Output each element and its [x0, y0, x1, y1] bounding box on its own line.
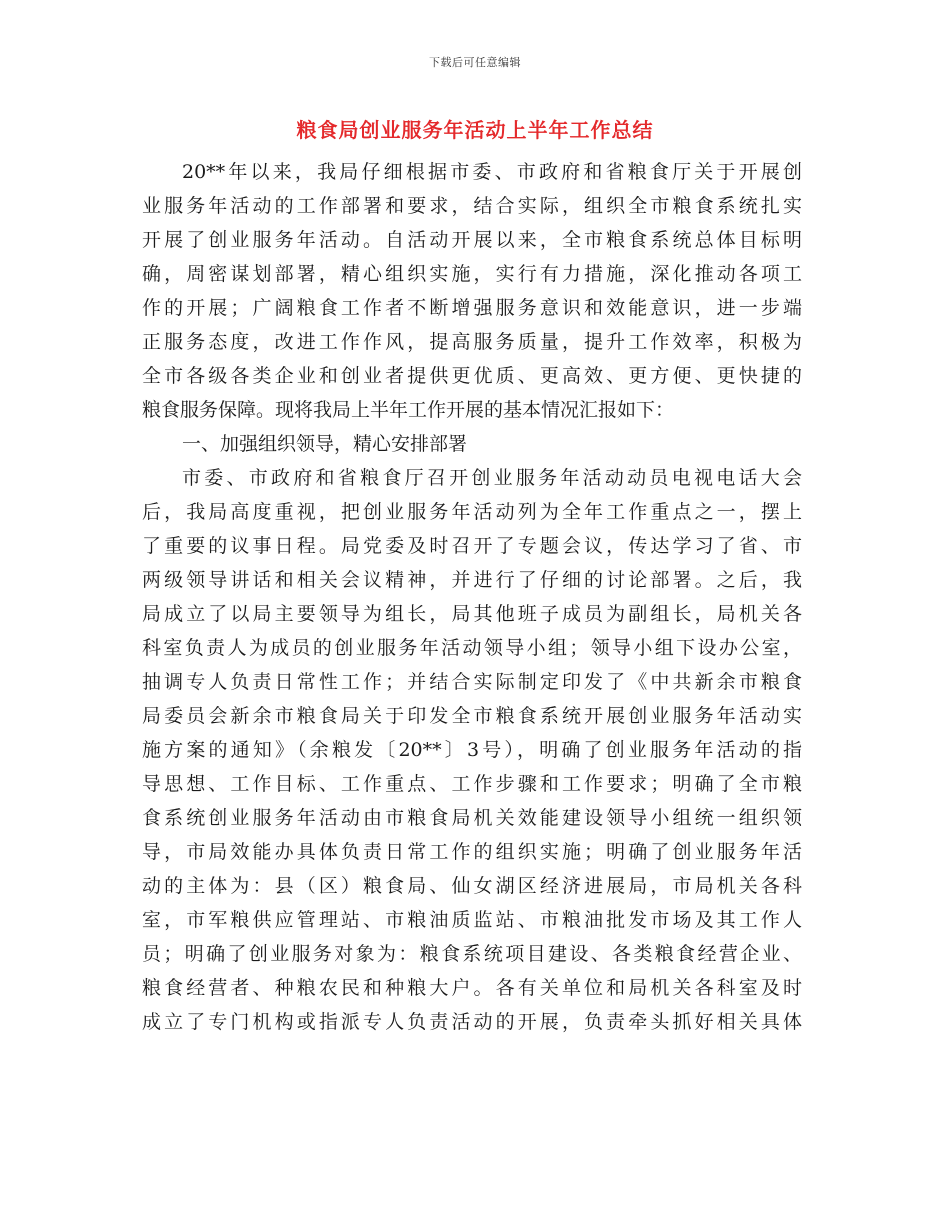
text-line: 动的主体为：县（区）粮食局、仙女湖区经济进展局，市局机关各科	[142, 875, 802, 897]
text-line: 导思想、工作目标、工作重点、工作步骤和工作要求；明确了全市粮	[142, 773, 802, 795]
text-line: 正服务态度，改进工作作风，提高服务质量，提升工作效率，积极为	[142, 331, 802, 353]
text-line: 20**年以来，我局仔细根据市委、市政府和省粮食厅关于开展创	[182, 161, 802, 183]
text-line: 室，市军粮供应管理站、市粮油质监站、市粮油批发市场及其工作人	[142, 909, 802, 931]
text-line: 员；明确了创业服务对象为：粮食系统项目建设、各类粮食经营企业、	[142, 943, 802, 965]
text-line: 导，市局效能办具体负责日常工作的组织实施；明确了创业服务年活	[142, 841, 802, 863]
text-line: 一、加强组织领导，精心安排部署	[182, 433, 468, 455]
document-title: 粮食局创业服务年活动上半年工作总结	[296, 118, 654, 142]
text-line: 食系统创业服务年活动由市粮食局机关效能建设领导小组统一组织领	[142, 807, 802, 829]
text-line: 确，周密谋划部署，精心组织实施，实行有力措施，深化推动各项工	[142, 263, 802, 285]
text-line: 施方案的通知》（余粮发〔20**〕3号），明确了创业服务年活动的指	[142, 739, 802, 761]
text-line: 两级领导讲话和相关会议精神，并进行了仔细的讨论部署。之后，我	[142, 569, 802, 591]
text-line: 局委员会新余市粮食局关于印发全市粮食系统开展创业服务年活动实	[142, 705, 802, 727]
text-line: 全市各级各类企业和创业者提供更优质、更高效、更方便、更快捷的	[142, 365, 802, 387]
text-line: 科室负责人为成员的创业服务年活动领导小组；领导小组下设办公室，	[142, 637, 802, 659]
text-line: 了重要的议事日程。局党委及时召开了专题会议，传达学习了省、市	[142, 535, 802, 557]
header-note: 下载后可任意编辑	[429, 56, 521, 69]
document-body	[142, 155, 802, 1039]
text-line: 开展了创业服务年活动。自活动开展以来，全市粮食系统总体目标明	[142, 229, 802, 251]
text-line: 成立了专门机构或指派专人负责活动的开展，负责牵头抓好相关具体	[142, 1011, 802, 1033]
text-line: 粮食服务保障。现将我局上半年工作开展的基本情况汇报如下：	[142, 399, 675, 421]
text-line: 抽调专人负责日常性工作；并结合实际制定印发了《中共新余市粮食	[142, 671, 802, 693]
text-line: 作的开展；广阔粮食工作者不断增强服务意识和效能意识，进一步端	[142, 297, 802, 319]
text-line: 后，我局高度重视，把创业服务年活动列为全年工作重点之一，摆上	[142, 501, 802, 523]
text-line: 局成立了以局主要领导为组长，局其他班子成员为副组长，局机关各	[142, 603, 802, 625]
text-line: 市委、市政府和省粮食厅召开创业服务年活动动员电视电话大会	[182, 467, 802, 489]
text-line: 业服务年活动的工作部署和要求，结合实际，组织全市粮食系统扎实	[142, 195, 802, 217]
text-line: 粮食经营者、种粮农民和种粮大户。各有关单位和局机关各科室及时	[142, 977, 802, 999]
